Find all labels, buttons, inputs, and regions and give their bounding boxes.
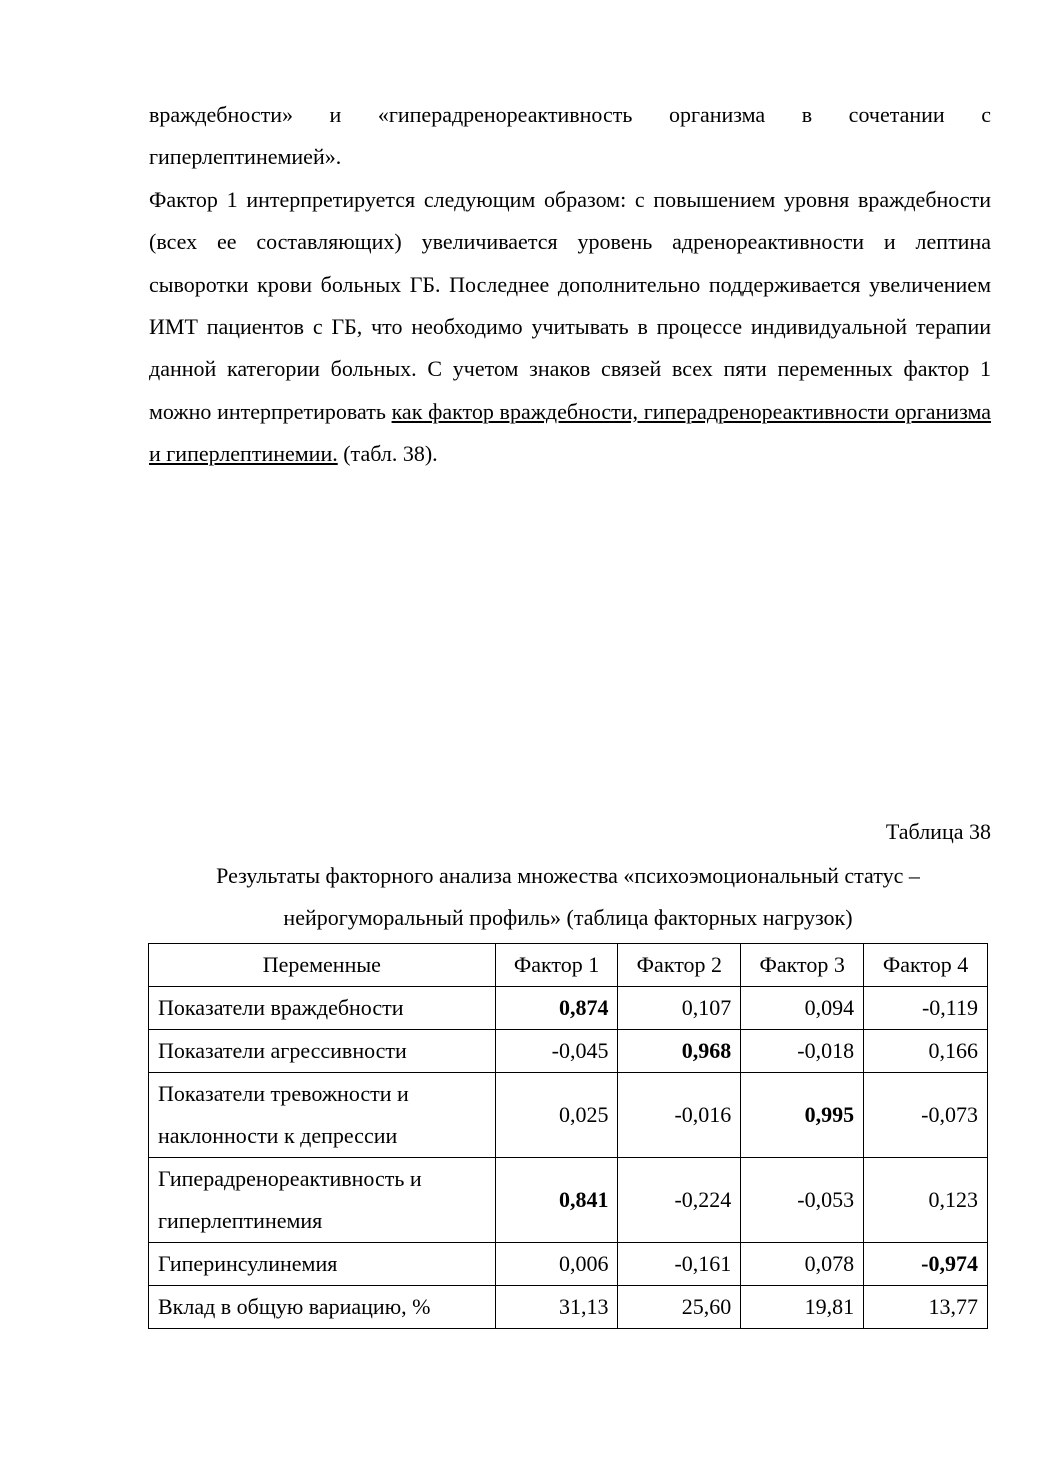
factor-1-value: 0,841 (495, 1158, 618, 1243)
table-row (149, 1243, 988, 1286)
factor-2-value: -0,016 (618, 1073, 741, 1158)
header-variables: Переменные (149, 944, 496, 987)
factor-2-value: -0,161 (618, 1243, 741, 1286)
table-caption: Результаты факторного анализа множества «психоэмоциональный статус – нейрогуморальный профиль» (таблица факторных нагрузок) (216, 863, 920, 930)
factor-2-value: 0,968 (618, 1030, 741, 1073)
table-header-row (149, 944, 988, 987)
header-factor-4: Фактор 4 (864, 944, 988, 987)
factor-loadings-table (148, 943, 988, 1329)
table-row (149, 1286, 988, 1329)
factor-1-value: -0,045 (495, 1030, 618, 1073)
table-row (149, 987, 988, 1030)
paragraph-1: враждебности» и «гиперадренореактивность организма в сочетании с гиперлептинемией». (149, 102, 991, 170)
row-variable-name: Гиперинсулинемия (149, 1243, 496, 1286)
factor-3-value: 0,094 (741, 987, 864, 1030)
table-row (149, 1030, 988, 1073)
table-row (149, 1158, 988, 1243)
paragraph-2-tail: (табл. 38). (337, 441, 438, 467)
table-body (149, 987, 988, 1329)
factor-2-value: -0,224 (618, 1158, 741, 1243)
factor-4-value: 13,77 (864, 1286, 988, 1329)
row-variable-name: Вклад в общую вариацию, % (149, 1286, 496, 1329)
header-factor-1: Фактор 1 (495, 944, 618, 987)
factor-4-value: -0,073 (864, 1073, 988, 1158)
factor-2-value: 25,60 (618, 1286, 741, 1329)
paragraph-2-underlined: как фактор враждебности, гиперадренореактивности организма и гиперлептинемии. (149, 398, 991, 467)
factor-2-value: 0,107 (618, 987, 741, 1030)
header-factor-2: Фактор 2 (618, 944, 741, 987)
factor-1-value: 0,874 (495, 987, 618, 1030)
row-variable-name: Показатели тревожности и наклонности к депрессии (149, 1073, 496, 1158)
factor-3-value: -0,053 (741, 1158, 864, 1243)
row-variable-name: Показатели враждебности (149, 987, 496, 1030)
factor-4-value: -0,974 (864, 1243, 988, 1286)
factor-1-value: 31,13 (495, 1286, 618, 1329)
paragraph-2 (149, 179, 991, 476)
factor-3-value: 0,995 (741, 1073, 864, 1158)
header-factor-3: Фактор 3 (741, 944, 864, 987)
factor-4-value: 0,123 (864, 1158, 988, 1243)
row-variable-name: Показатели агрессивности (149, 1030, 496, 1073)
factor-1-value: 0,006 (495, 1243, 618, 1286)
factor-1-value: 0,025 (495, 1073, 618, 1158)
body-text (149, 94, 991, 476)
table-row (149, 1073, 988, 1158)
factor-4-value: -0,119 (864, 987, 988, 1030)
row-variable-name: Гиперадренореактивность и гиперлептинемия (149, 1158, 496, 1243)
factor-3-value: 19,81 (741, 1286, 864, 1329)
factor-3-value: -0,018 (741, 1030, 864, 1073)
paragraph-2-text: Фактор 1 интерпретируется следующим образом: с повышением уровня враждебности (всех ее составляющих) увеличивается уровень адренореактивности и лептина сыворотки крови больных ГБ. Последнее дополнительно поддерживается увеличением ИМТ пациентов с ГБ, что необходимо учитывать в процессе индивидуальной терапии данной категории больных. С учетом знаков связей всех пяти переменных фактор 1 можно интерпретировать (149, 186, 991, 424)
factor-3-value: 0,078 (741, 1243, 864, 1286)
factor-4-value: 0,166 (864, 1030, 988, 1073)
table-label: Таблица 38 (885, 819, 991, 844)
